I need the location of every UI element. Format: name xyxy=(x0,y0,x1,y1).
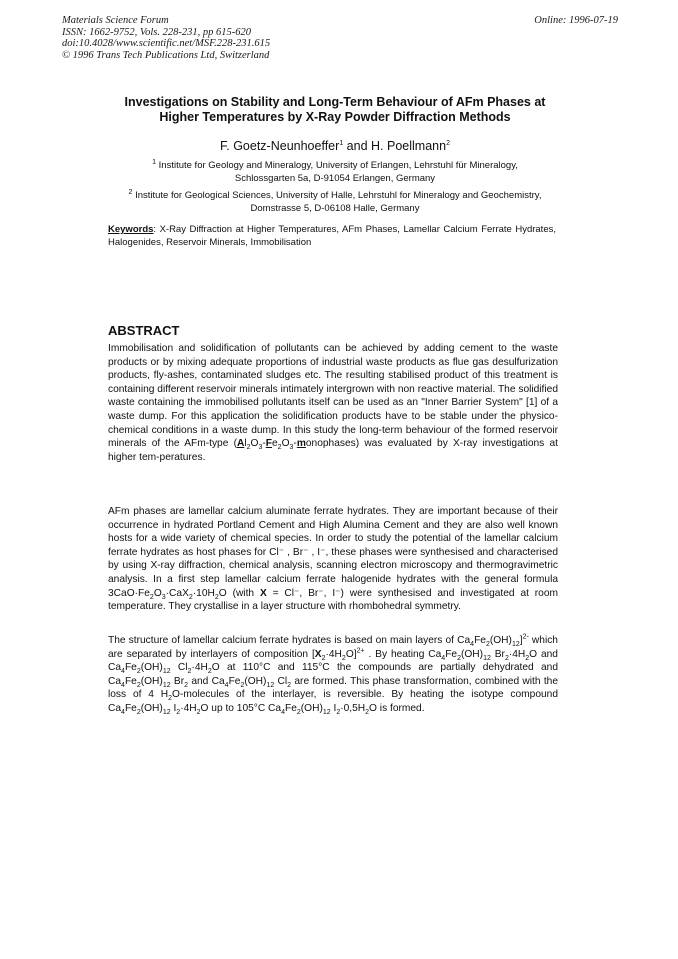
abstract-paragraph-1: Immobilisation and solidification of pollutants can be achieved by adding cement to the waste products or by mixing adequate proportions of industrial waste products as flue gas desulfurization products, fly-ashes, contaminated sludges etc. The resulting stabilised product of this treatment is containing different reservoir minerals intimately intergrown with non reactive material. The solidified waste containing the immobilised pollutants itself can be used as an "Inner Barrier System" [1] of a waste dump. For this application the solidification products have to be stable under the physico-chemical conditions in a waste dump. In this study the long-term behaviour of the formed reservoir minerals of the AFm-type $(Al_2O_3-Fe_2O_3-monophases)$ was evaluated by X-ray investigations at higher tem-peratures. xyxy=(108,343,558,463)
citation-header xyxy=(62,15,618,61)
p3-text-c: . By heating Ca xyxy=(368,648,442,660)
title-line-1: Investigations on Stability and Long-Term Behaviour of AFm Phases at xyxy=(124,95,546,109)
copyright-line: © 1996 Trans Tech Publications Ltd, Switzerland xyxy=(62,49,270,61)
affiliation-1-line-1: Institute for Geology and Mineralogy, University of Erlangen, Lehrstuhl für Mineralogy, xyxy=(158,160,518,171)
doi-link[interactable]: doi:10.4028/www.scientific.net/MSF.228-231.615 xyxy=(62,38,271,49)
author-2-mark: 2 xyxy=(446,139,450,147)
keywords-label: Keywords xyxy=(108,224,154,235)
p3-text-a: The structure of lamellar calcium ferrate hydrates is based on main layers of Ca xyxy=(108,635,471,646)
p2-text-b: (with xyxy=(232,587,260,599)
title-line-2: Higher Temperatures by X-Ray Powder Diffraction Methods xyxy=(159,110,511,124)
p3-text-h: O is formed. xyxy=(369,702,425,714)
author-list xyxy=(100,139,570,153)
keywords-text: X-Ray Diffraction at Higher Temperatures, AFm Phases, Lamellar Calcium Ferrate Hydrates, Halogenides, Reservoir Minerals, Immobilisation xyxy=(108,224,556,248)
paper-title xyxy=(100,95,570,125)
issn-line: ISSN: 1662-9752, Vols. 228-231, pp 615-620 xyxy=(62,26,251,38)
p3-text-f: O-molecules of the interlayer, is reversible. By heating the isotype compound Ca xyxy=(108,689,558,714)
acronym-m: m xyxy=(296,438,306,450)
author-conjunction: and xyxy=(343,139,372,153)
p3-text-g: up to 105°C Ca xyxy=(208,702,282,714)
acronym-f: F xyxy=(265,438,272,450)
p2-text-c: = Cl⁻, Br⁻, I⁻) were synthesised and investigated at room temperature. They crystallise in a layer structure with rhombohedral symmetry. xyxy=(108,587,558,613)
p3-text-d: at 110°C and 115°C the compounds are partially dehydrated and Ca xyxy=(108,662,558,687)
abstract-paragraph-2: AFm phases are lamellar calcium aluminate ferrate hydrates. They are important because of their occurrence in hydrated Portland Cement and High Alumina Cement and they are also well known hosts for a wide variety of chemical species. In order to study the potential of the lamellar calcium ferrate hydrates as host phases for Cl⁻ , Br⁻ , I⁻, these phases were synthesised and characterised by using X-ray diffraction, chemical analysis, scanning electron microscopy and thermogravimetric analysis. In a first step lamellar calcium ferrate halogenide hydrates with the general formula $3CaO\cdot Fe_2O_3\cdot CaX_2\cdot 10H_2O$ (with X = Cl⁻, Br⁻, I⁻) were synthesised and investigated at room temperature. They crystallise in a layer structure with rhombohedral symmetry. xyxy=(108,506,558,613)
acronym-a: A xyxy=(236,438,245,450)
keywords xyxy=(108,224,556,249)
p3-text-e: are formed. This phase transformation, combined with the loss of 4 H xyxy=(108,675,558,701)
journal-name: Materials Science Forum xyxy=(62,15,169,26)
p2-text-a: AFm phases are lamellar calcium aluminate ferrate hydrates. They are important because of their occurrence in hydrated Portland Cement and High Alumina Cement and they are also well known hosts for a wide variety of chemical species. In order to study the potential of the lamellar calcium ferrate hydrates as host phases for Cl⁻ , Br⁻ , I⁻, these phases were synthesised and characterised by using X-ray diffraction, chemical analysis, scanning electron microscopy and thermogravimetric analysis. In a first step lamellar calcium ferrate halogenide hydrates with the general formula 3CaO·Fe xyxy=(108,506,558,599)
author-1-mark: 1 xyxy=(339,139,344,147)
abstract-paragraph-3: The structure of lamellar calcium ferrate hydrates is based on main layers of $Ca_4Fe_2(OH)_{12}]^{2-}$ which are separated by interlayers of composition $[X_2\cdot 4H_2O]^{2+}$ . By heating $Ca_4Fe_2(OH)_{12}$ $Br_2\cdot 4H_2O$ and $Ca_4Fe_2(OH)_{12}$ $Cl_2\cdot 4H_2O$ at 110°C and 115°C the compounds are partially dehydrated and $Ca_4Fe_2(OH)_{12}$ $Br_2$ and $Ca_4Fe_2(OH)_{12}$ $Cl_2$ are formed. This phase transformation, combined with the loss of 4 $H_2O$-molecules of the interlayer, is reversible. By heating the isotype compound $Ca_4Fe_2(OH)_{12}$ $I_2\cdot 4H_2O$ up to 105°C $Ca_4Fe_2(OH)_{12}$ $I_2\cdot 0,5H_2O$ is formed. xyxy=(108,633,558,716)
p1-tail: onophases) was evaluated by X-ray investigations at higher tem-peratures. xyxy=(108,438,558,463)
affiliation-2 xyxy=(105,190,565,215)
affiliation-1 xyxy=(105,160,565,185)
abstract-heading: ABSTRACT xyxy=(108,323,180,338)
affiliation-2-mark: 2 xyxy=(128,188,133,196)
affiliation-2-line-2: Domstrasse 5, D-06108 Halle, Germany xyxy=(250,202,420,214)
p3-text-b: which are separated by interlayers of composition [ xyxy=(108,635,558,660)
p1-text: Immobilisation and solidification of pollutants can be achieved by adding cement to the waste products or by mixing adequate proportions of industrial waste products as flue gas desulfurization products, fly-ashes, contaminated sludges etc. The resulting stabilised product of this treatment is containing different reservoir minerals intimately intergrown with non reactive material. The solidified waste containing the immobilised pollutants itself can be used as an "Inner Barrier System" [1] of a waste dump. For this application the solidification products have to be stable under the physico-chemical conditions in a waste dump. In this study the long-term behaviour of the formed reservoir minerals of the AFm-type ( xyxy=(108,343,558,450)
online-date: Online: 1996-07-19 xyxy=(534,15,618,26)
author-1: F. Goetz-Neunhoeffer xyxy=(220,139,340,153)
affiliation-1-mark: 1 xyxy=(152,158,156,166)
affiliation-1-line-2: Schlossgarten 5a, D-91054 Erlangen, Germany xyxy=(234,172,436,184)
keywords-colon: : xyxy=(153,224,160,235)
author-2: H. Poellmann xyxy=(371,139,447,153)
affiliation-2-line-1: Institute for Geological Sciences, University of Halle, Lehrstuhl for Mineralogy and Geochemistry, xyxy=(135,190,542,201)
